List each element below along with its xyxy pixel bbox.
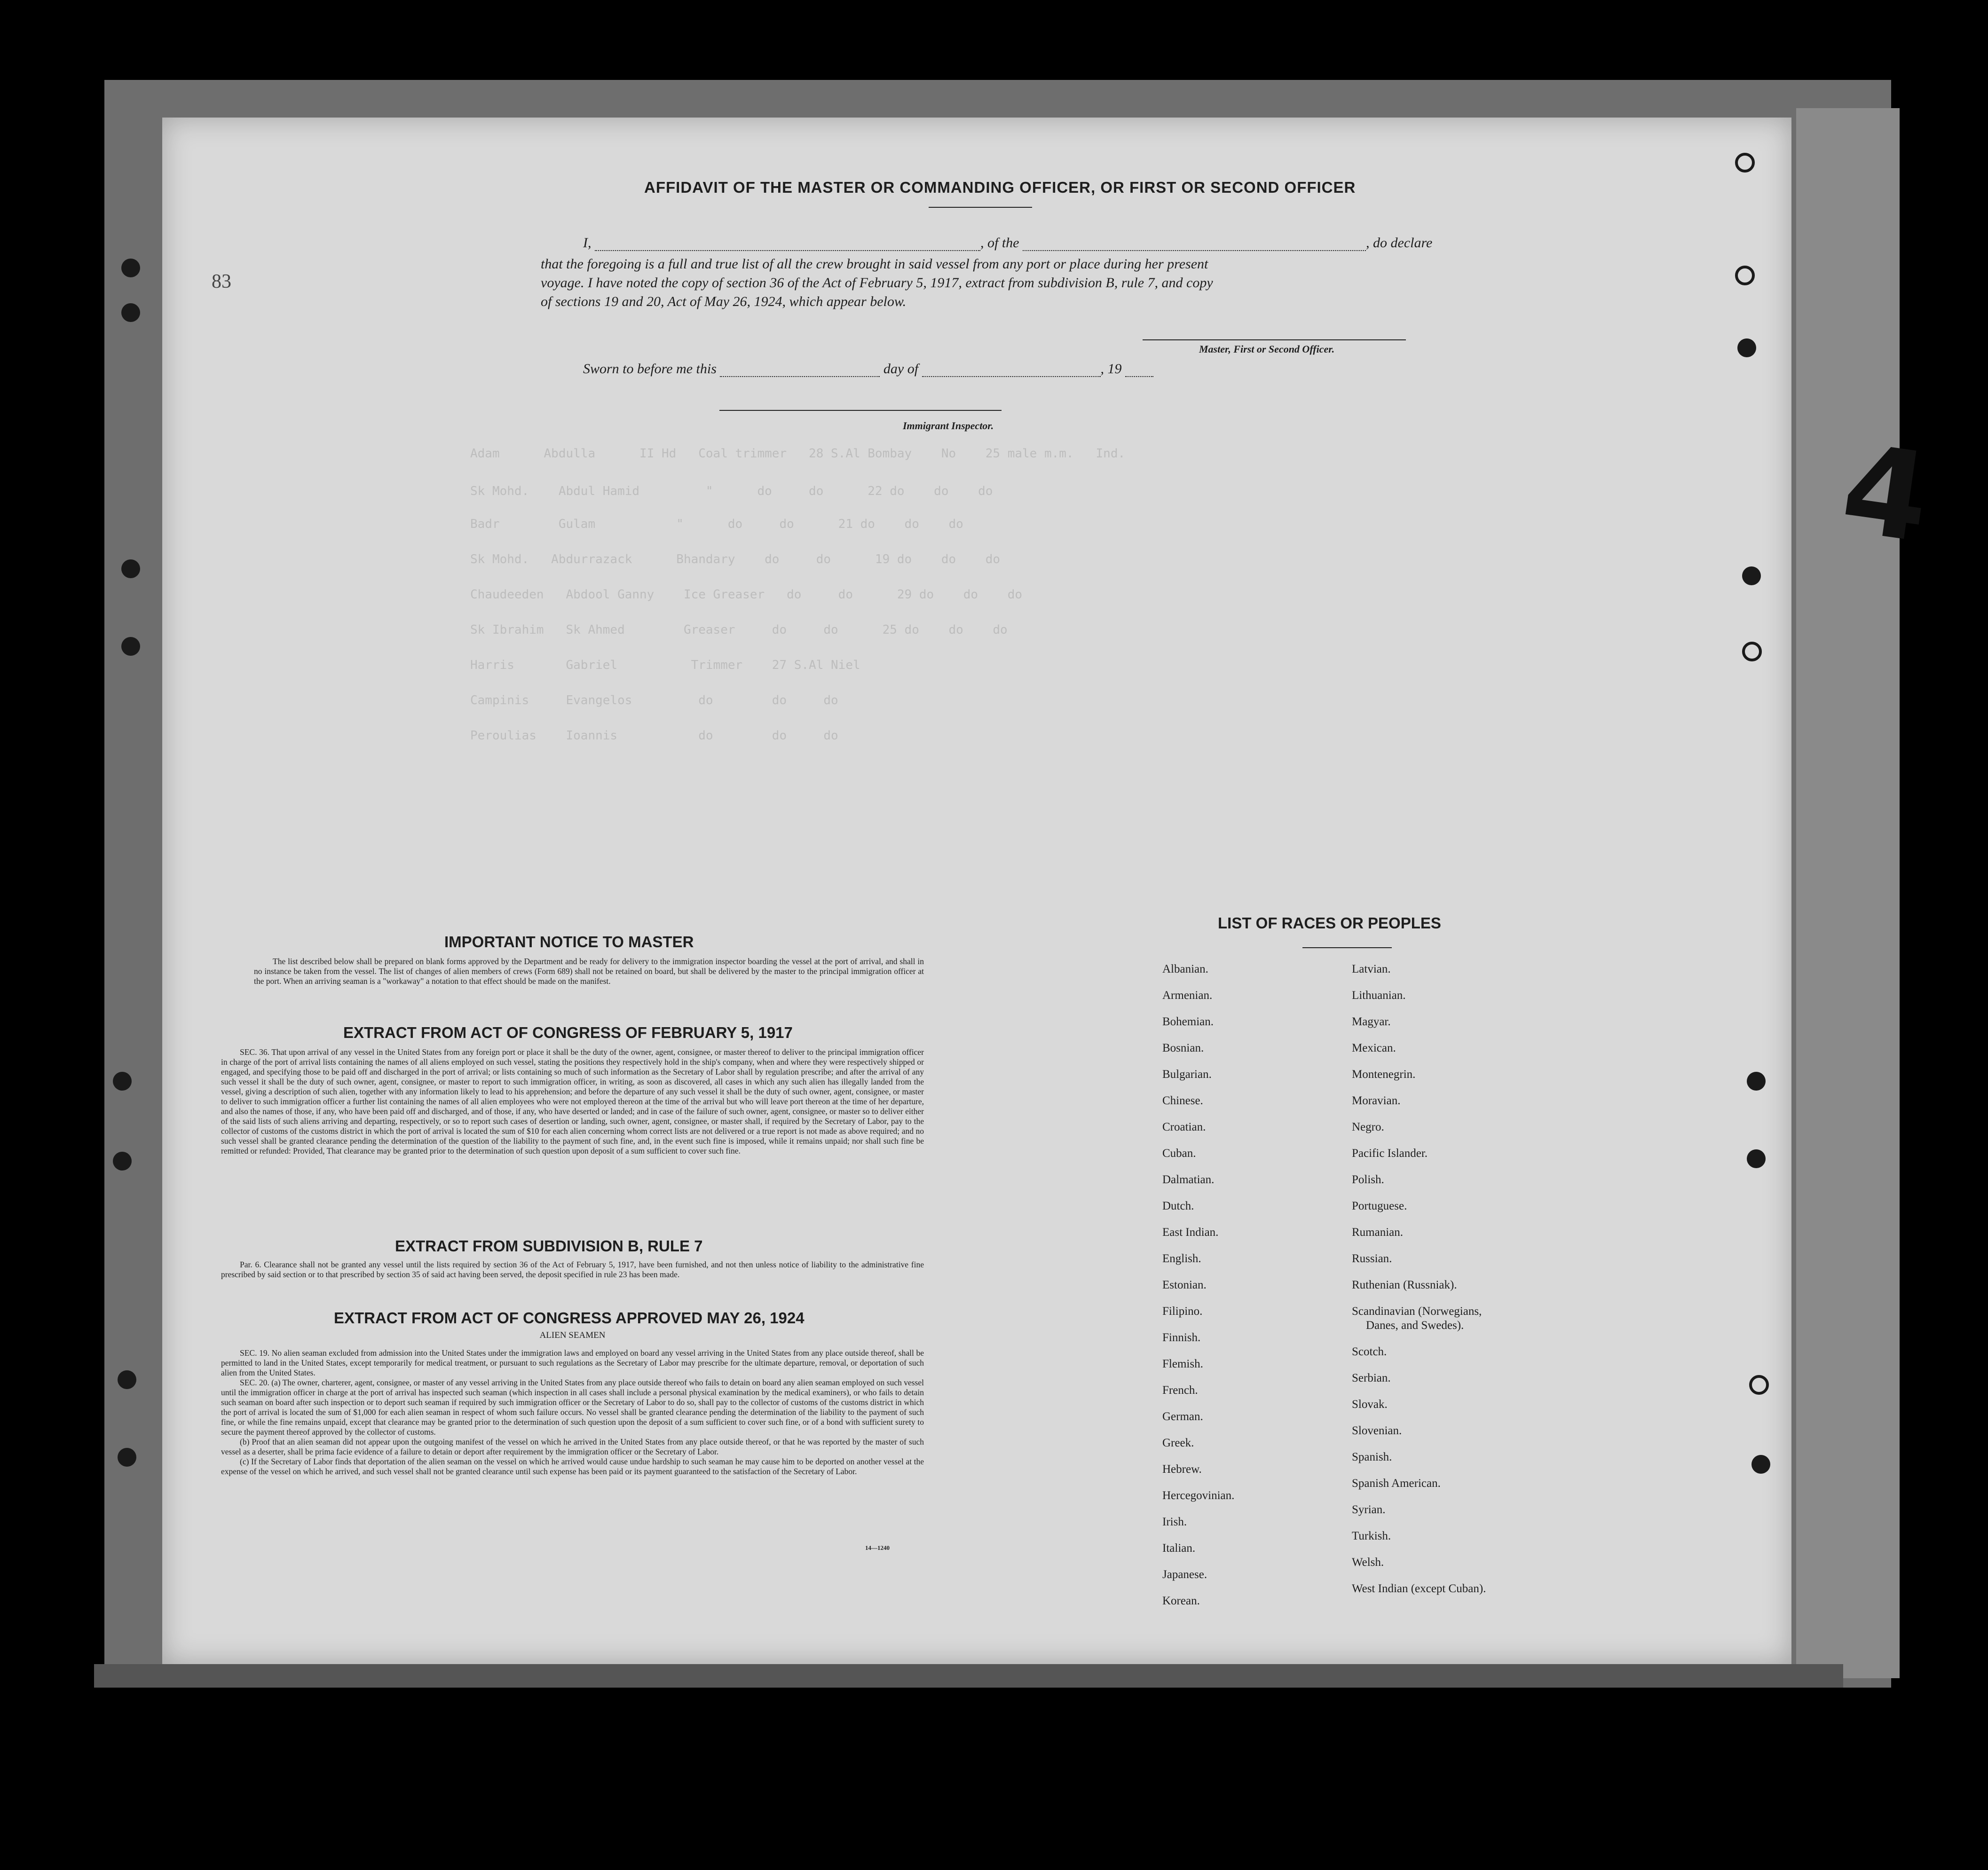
race-item: Greek. <box>1162 1437 1194 1449</box>
race-item: Chinese. <box>1162 1094 1203 1107</box>
sworn-year: , 19 <box>1100 361 1122 377</box>
race-item: Flemish. <box>1162 1358 1203 1370</box>
race-item: Finnish. <box>1162 1331 1201 1344</box>
affidavit-declare: , do declare <box>1366 235 1433 251</box>
punch-hole-icon <box>118 1370 136 1389</box>
affidavit-of-the: , of the <box>980 235 1019 251</box>
ring-hole-icon <box>1735 153 1755 173</box>
race-item: Scotch. <box>1352 1345 1387 1358</box>
sworn-month-blank[interactable] <box>922 364 1101 377</box>
section-36-paragraph: SEC. 36. That upon arrival of any vessel in the United States from any foreign port or place it shall be the duty of the owner, agent, consignee, or master thereof to deliver to the principal immigration officer in charge of the port of arrival lists containing the names of all aliens employed on such vessel, stating the positions they respectively hold in the ship's company, when and where they were respectively shipped or engaged, and specifying those to be paid off and discharged in the port of arrival; or lists containing so much of such information as the Secretary of Labor shall by regulation prescribe; and after the arrival of any such vessel it shall be the duty of such owner, agent, consignee, or master to report to such immigration officer, in writing, as soon as discovered, all cases in which any such alien has illegally landed from the vessel, giving a description of such alien, together with any information likely to lead to his apprehension; and before the departure of any such vessel it shall be the duty of such owner, agent, consignee, or master to deliver to such immigration officer a further list containing the names of all alien employees who were not employed thereon at the time of the arrival but who will leave port thereon at the time of her departure, and also the names of those, if any, who have been paid off and discharged, and of those, if any, who have deserted or landed; and in case of the failure of such owner, agent, consignee, or master so to deliver either of the said lists of such aliens arriving and departing, respectively, or so to report such cases of desertion or landing, such owner, agent, consignee, or master shall, if required by the Secretary of Labor, pay to the collector of customs of the customs district in which the port of arrival is located the sum of $10 for each alien concerning whom correct lists are not delivered or a true report is not made as above required; and no such vessel shall be granted clearance pending the determination of the question of the liability to the payment of such fine, and, in the event such fine is imposed, while it remains unpaid; nor shall such fine be remitted or refunded: Provided, That clearance may be granted prior to the determination of such question upon deposit of a sum sufficient to cover such fine. <box>221 1047 924 1155</box>
sworn-line <box>583 361 1153 377</box>
punch-hole-icon <box>121 637 140 656</box>
race-item: Korean. <box>1162 1595 1200 1607</box>
punch-hole-icon <box>1751 1455 1770 1474</box>
affidavit-line-2: that the foregoing is a full and true list of all the crew brought in said vessel from any port or place during her present <box>541 256 1208 272</box>
vessel-blank[interactable] <box>1023 238 1366 251</box>
race-item: Albanian. <box>1162 963 1208 975</box>
race-item: West Indian (except Cuban). <box>1352 1582 1486 1595</box>
race-item: Armenian. <box>1162 989 1213 1002</box>
extract-rule7-text <box>221 1260 924 1280</box>
race-item: Polish. <box>1352 1173 1384 1186</box>
master-signature-line[interactable] <box>1143 339 1406 340</box>
race-item: East Indian. <box>1162 1226 1219 1239</box>
ring-hole-icon <box>1749 1375 1769 1395</box>
race-item: Dutch. <box>1162 1200 1194 1212</box>
punch-hole-icon <box>1747 1149 1766 1168</box>
race-item: Bohemian. <box>1162 1015 1214 1028</box>
race-item: Moravian. <box>1352 1094 1401 1107</box>
punch-hole-icon <box>1737 338 1756 357</box>
extract-1917-title: EXTRACT FROM ACT OF CONGRESS OF FEBRUARY 5, 1917 <box>343 1024 793 1041</box>
notice-title: IMPORTANT NOTICE TO MASTER <box>444 933 694 951</box>
race-item: Magyar. <box>1352 1015 1391 1028</box>
master-signature-caption: Master, First or Second Officer. <box>1199 343 1335 355</box>
race-item: Spanish. <box>1352 1451 1392 1463</box>
affidavit-line-3: voyage. I have noted the copy of section 36 of the Act of February 5, 1917, extract from subdivision B, rule 7, and copy <box>541 275 1213 291</box>
inspector-signature-line[interactable] <box>719 410 1002 411</box>
name-blank[interactable] <box>595 238 980 251</box>
race-item: Bosnian. <box>1162 1042 1204 1054</box>
race-item: Mexican. <box>1352 1042 1396 1054</box>
rule7-paragraph: Par. 6. Clearance shall not be granted any vessel until the lists required by section 36 of the Act of February 5, 1917, have been furnished, and not then unless notice of liability to the administrative fine prescribed by said section or to that prescribed by section 35 of said act having been served, the deposit specified in rule 23 has been made. <box>221 1260 924 1279</box>
affidavit-i: I, <box>583 235 592 251</box>
race-item: Latvian. <box>1352 963 1391 975</box>
race-item: French. <box>1162 1384 1198 1397</box>
race-item: Portuguese. <box>1352 1200 1407 1212</box>
race-item: Welsh. <box>1352 1556 1384 1569</box>
punch-hole-icon <box>121 259 140 277</box>
race-item: Slovenian. <box>1352 1424 1402 1437</box>
affidavit-title: AFFIDAVIT OF THE MASTER OR COMMANDING OFFICER, OR FIRST OR SECOND OFFICER <box>644 179 1356 196</box>
races-divider <box>1302 947 1392 948</box>
section-20c-paragraph: (c) If the Secretary of Labor finds that deportation of the alien seaman on the vessel on which he arrived would cause undue hardship to such seaman he may cause him to be deported on another vessel at the expense of the vessel on which he arrived, and such vessel shall not be granted clearance until such expense has been paid or its payment guaranteed to the satisfaction of the Secretary of Labor. <box>221 1457 924 1476</box>
race-item: Turkish. <box>1352 1530 1391 1542</box>
title-divider <box>929 207 1032 208</box>
page-number: 83 <box>212 271 231 292</box>
sworn-day-of: day of <box>883 361 919 377</box>
section-20a-paragraph: SEC. 20. (a) The owner, charterer, agent, consignee, or master of any vessel arriving in the United States from any place outside thereof who fails to detain on board any alien seaman employed on such vessel until the immigration officer in charge at the port of arrival has inspected such seaman (which inspection in all cases shall include a personal physical examination by the medical examiners), or who fails to detain such seaman on board after such inspection or to deport such seaman if required by such immigration officer or the Secretary of Labor to do so, shall pay to the collector of customs of the customs district in which the port of arrival is located the sum of $1,000 for each alien seaman in respect of whom such failure occurs. No vessel shall be granted clearance pending the determination of the liability to the payment of such fine, or while the fine remains unpaid, except that clearance may be granted prior to the determination of such question upon the deposit of a sum sufficient to cover such fine, or of a bond with sufficient surety to secure the payment thereof approved by the collector of customs. <box>221 1378 924 1437</box>
race-item: Rumanian. <box>1352 1226 1404 1239</box>
race-item: Estonian. <box>1162 1279 1207 1291</box>
sworn-day-blank[interactable] <box>720 364 880 377</box>
race-item: Croatian. <box>1162 1121 1206 1133</box>
punch-hole-icon <box>113 1152 132 1171</box>
race-item: Filipino. <box>1162 1305 1203 1318</box>
section-19-paragraph: SEC. 19. No alien seaman excluded from admission into the United States under the immigration laws and employed on board any vessel arriving in the United States from any place outside thereof, shall be permitted to land in the United States, except temporarily for medical treatment, or pursuant to such regulations as the Secretary of Labor may prescribe for the ultimate departure, removal, or deportation of such alien from the United States. <box>221 1348 924 1377</box>
ring-hole-icon <box>1742 642 1762 661</box>
extract-1924-text <box>221 1348 924 1477</box>
handwritten-mark: 4 <box>1833 417 1938 571</box>
race-item: Scandinavian (Norwegians, <box>1352 1305 1482 1318</box>
punch-hole-icon <box>121 303 140 322</box>
extract-rule7-title: EXTRACT FROM SUBDIVISION B, RULE 7 <box>395 1237 703 1255</box>
race-item: Montenegrin. <box>1352 1068 1416 1081</box>
affidavit-line-1 <box>583 235 1432 251</box>
race-item: Cuban. <box>1162 1147 1196 1160</box>
punch-hole-icon <box>121 559 140 578</box>
form-number: 14—1240 <box>865 1544 890 1551</box>
race-item: Russian. <box>1352 1252 1392 1265</box>
race-item: Ruthenian (Russniak). <box>1352 1279 1457 1291</box>
race-item: Japanese. <box>1162 1568 1207 1581</box>
backing-sheet-bottom <box>94 1664 1843 1688</box>
race-item: Negro. <box>1352 1121 1384 1133</box>
backing-sheet-edge <box>1796 108 1900 1678</box>
race-item: Dalmatian. <box>1162 1173 1215 1186</box>
punch-hole-icon <box>113 1072 132 1091</box>
inspector-caption: Immigrant Inspector. <box>903 420 994 432</box>
extract-1917-text <box>221 1047 924 1156</box>
race-item: Lithuanian. <box>1352 989 1406 1002</box>
race-item: Slovak. <box>1352 1398 1388 1411</box>
race-item: Pacific Islander. <box>1352 1147 1428 1160</box>
race-item: Danes, and Swedes). <box>1366 1319 1464 1332</box>
race-item: English. <box>1162 1252 1201 1265</box>
race-item: Syrian. <box>1352 1503 1386 1516</box>
race-item: Serbian. <box>1352 1372 1391 1384</box>
race-item: Italian. <box>1162 1542 1196 1555</box>
punch-hole-icon <box>1742 566 1761 585</box>
race-item: Spanish American. <box>1352 1477 1441 1490</box>
notice-text <box>254 957 924 986</box>
sworn-year-blank[interactable] <box>1125 364 1153 377</box>
punch-hole-icon <box>118 1448 136 1467</box>
alien-seamen-subtitle: ALIEN SEAMEN <box>539 1330 606 1340</box>
extract-1924-title: EXTRACT FROM ACT OF CONGRESS APPROVED MAY 26, 1924 <box>334 1309 805 1327</box>
notice-paragraph: The list described below shall be prepared on blank forms approved by the Department and be ready for delivery to the immigration inspector boarding the vessel at the port of arrival, and shall in no instance be taken from the vessel. The list of changes of alien members of crews (Form 689) shall not be retained on board, but shall be delivered by the master to the principal immigration officer at the port. When an arriving seaman is a "workaway" a notation to that effect should be made on the manifest. <box>254 957 924 986</box>
section-20b-paragraph: (b) Proof that an alien seaman did not appear upon the outgoing manifest of the vessel on which he arrived in the United States from any place outside thereof, or that he was reported by the master of such vessel as a deserter, shall be prima facie evidence of a failure to detain or deport after requirement by the immigration officer or the Secretary of Labor. <box>221 1437 924 1456</box>
races-title: LIST OF RACES OR PEOPLES <box>1218 914 1441 932</box>
race-item: Bulgarian. <box>1162 1068 1212 1081</box>
sworn-text: Sworn to before me this <box>583 361 717 377</box>
affidavit-line-4: of sections 19 and 20, Act of May 26, 1924, which appear below. <box>541 294 907 309</box>
race-item: German. <box>1162 1410 1203 1423</box>
race-item: Hercegovinian. <box>1162 1489 1235 1502</box>
race-item: Irish. <box>1162 1516 1187 1528</box>
punch-hole-icon <box>1747 1072 1766 1091</box>
race-item: Hebrew. <box>1162 1463 1202 1476</box>
ring-hole-icon <box>1735 266 1755 285</box>
